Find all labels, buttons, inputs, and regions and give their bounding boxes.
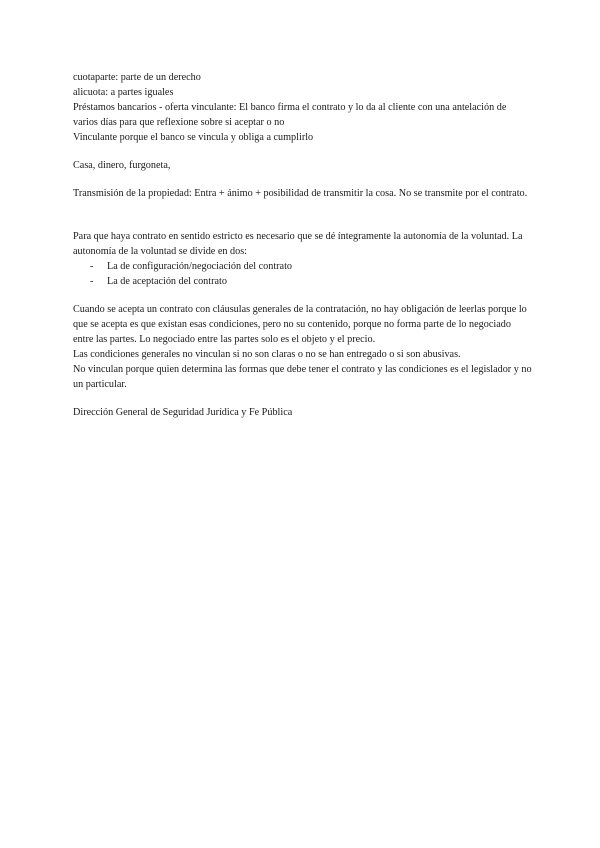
items-text: Casa, dinero, furgoneta, [73,160,171,171]
spacer [73,392,533,405]
document-page [73,70,533,420]
condiciones-paragraph: Las condiciones generales no vinculan si no son claras o no se han entregado o si son abusivas. [73,349,461,360]
items-block [73,158,533,173]
clausulas-paragraph: Cuando se acepta un contrato con cláusulas generales de la contratación, no hay obligación de leerlas porque lo que se acepta es que existan esas condiciones, pero no su contenido, porque no forma parte de lo negociado entre las partes. Lo negociado entre las partes solo es el objeto y el precio. [73,304,527,345]
spacer [73,201,533,229]
spacer [73,173,533,186]
definition-cuotaparte: cuotaparte: parte de un derecho [73,72,201,83]
definitions-block [73,70,533,145]
clausulas-block [73,302,533,392]
autonomia-list [73,259,533,289]
list-item-text: La de configuración/negociación del contrato [107,261,292,272]
direccion-block [73,405,533,420]
list-item-text: La de aceptación del contrato [107,276,227,287]
dash-marker: - [90,276,94,287]
direccion-general-text: Dirección General de Seguridad Jurídica y Fe Pública [73,407,293,418]
list-item [73,259,533,274]
no-vinculan-paragraph: No vinculan porque quien determina las formas que debe tener el contrato y las condiciones es el legislador y no un particular. [73,364,532,390]
transmision-block [73,186,533,201]
dash-marker: - [90,261,94,272]
definition-prestamos-bancarios: Préstamos bancarios - oferta vinculante: El banco firma el contrato y lo da al cliente con una antelación de varios días para que reflexione sobre si aceptar o no [73,102,507,128]
list-item [73,274,533,289]
autonomia-block [73,229,533,289]
definition-alicuota: alicuota: a partes iguales [73,87,174,98]
autonomia-intro: Para que haya contrato en sentido estricto es necesario que se dé íntegramente la autonomía de la voluntad. La autonomía de la voluntad se divide en dos: [73,231,523,257]
definition-vinculante: Vinculante porque el banco se vincula y obliga a cumplirlo [73,132,314,143]
spacer [73,145,533,158]
transmision-text: Transmisión de la propiedad: Entra + ánimo + posibilidad de transmitir la cosa. No se transmite por el contrato. [73,188,528,199]
spacer [73,289,533,302]
